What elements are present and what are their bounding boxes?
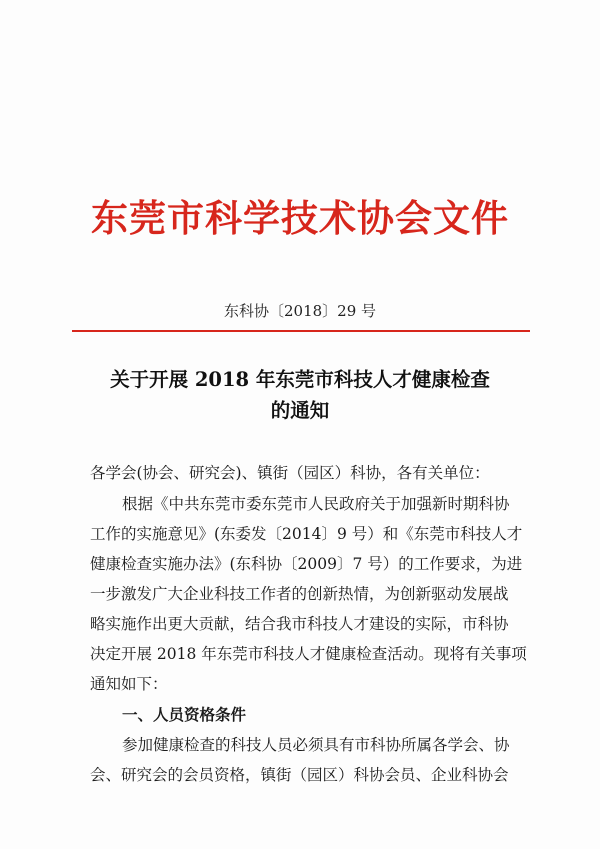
paragraph-line: 通知如下： [90,675,168,693]
org-header-title: 东莞市科学技术协会文件 [91,197,509,240]
paragraph-line: 决定开展 2018 年东莞市科技人才健康检查活动。现将有关事项 [90,645,527,663]
paragraph-line: 略实施作出更大贡献，结合我市科技人才建设的实际，市科协 [90,615,509,633]
document-number: 东科协〔2018〕29 号 [223,302,377,320]
salutation: 各学会(协会、研究会)、镇街（园区）科协，各有关单位： [90,464,490,482]
paragraph-line: 根据《中共东莞市委东莞市人民政府关于加强新时期科协 [122,495,510,513]
paragraph-line: 工作的实施意见》(东委发〔2014〕9 号）和《东莞市科技人才 [90,525,523,543]
notice-title-line-1: 关于开展 2018 年东莞市科技人才健康检查 [110,368,490,391]
paragraph-line: 参加健康检查的科技人员必须具有市科协所属各学会、协 [122,736,510,754]
notice-title-line-2: 的通知 [270,399,330,422]
paragraph-line: 一步激发广大企业科技工作者的创新热情，为创新驱动发展战 [90,585,509,603]
section-heading: 一、人员资格条件 [122,706,247,724]
paragraph-line: 会、研究会的会员资格，镇街（园区）科协会员、企业科协会 [90,766,509,784]
paragraph-line: 健康检查实施办法》(东科协〔2009〕7 号）的工作要求，为进 [90,555,523,573]
red-separator-line [72,330,530,332]
